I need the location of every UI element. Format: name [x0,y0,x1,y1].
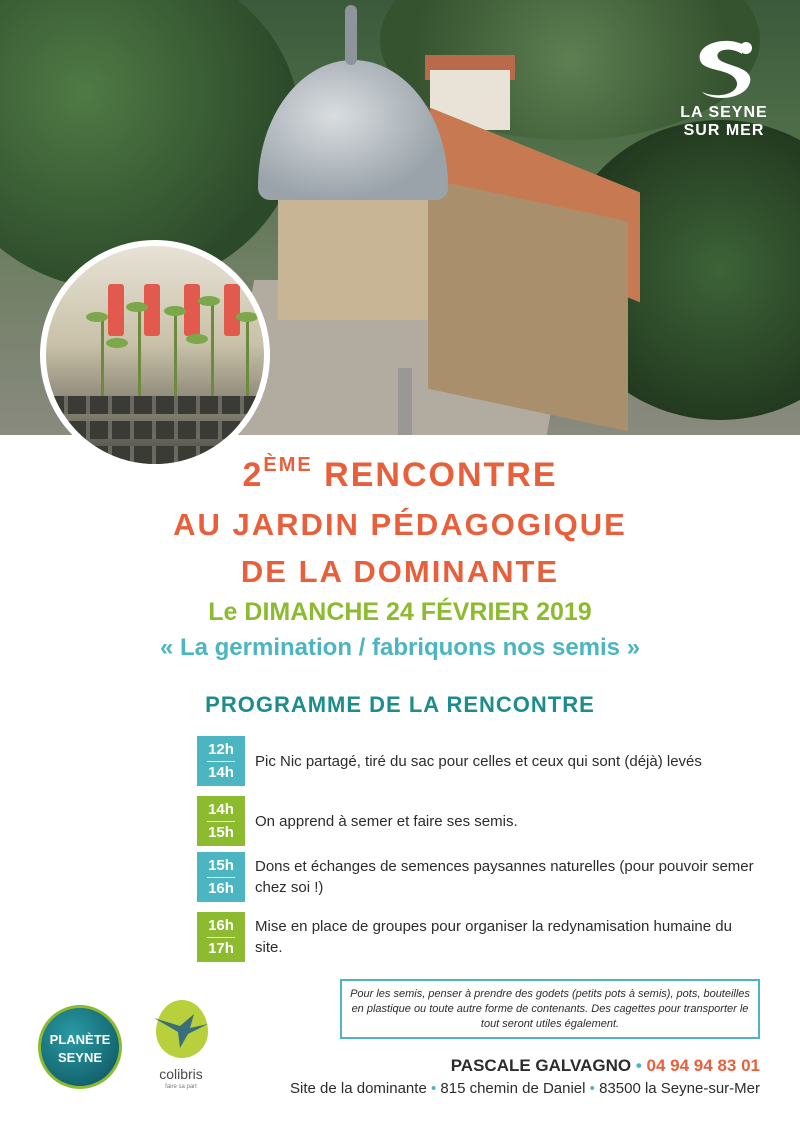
address-site: Site de la dominante [290,1080,427,1097]
address-street: 815 chemin de Daniel [440,1080,586,1097]
logo-text-line1: LA SEYNE [680,104,768,121]
s-dolphin-icon [684,38,764,104]
programme-slot [197,796,757,846]
time-divider [207,761,235,762]
time-block [197,736,245,786]
slot-description [255,912,755,962]
contact-separator: • [631,1056,647,1075]
time-end: 14h [208,764,234,781]
seedlings-photo [40,240,270,470]
time-start: 12h [208,741,234,758]
slot-description-text: On apprend à semer et faire ses semis. [255,812,518,830]
slot-description [255,736,755,786]
event-title-line2: AU JARDIN PÉDAGOGIQUE [173,507,627,542]
event-number: 2 [242,456,264,494]
slot-description-text: Mise en place de groupes pour organiser la redynamisation humaine du site. [255,918,732,956]
event-title-line1 [0,456,800,495]
hummingbird-icon [150,1008,214,1052]
programme-slot [197,736,757,786]
time-end: 17h [208,940,234,957]
colibris-logo [144,1000,218,1100]
contact-phone: 04 94 94 83 01 [646,1056,760,1075]
logo-text-line2: SUR MER [683,122,765,139]
info-note: Pour les semis, penser à prendre des godets (petits pots à semis), pots, bouteilles en plastique ou toute autre forme de contenants. Des cagettes pour transporter le tout seront utiles également. [340,979,760,1039]
event-ordinal: ÈME [263,454,313,476]
time-divider [207,937,235,938]
colibris-name: colibris [159,1066,203,1082]
time-end: 16h [208,880,234,897]
time-divider [207,821,235,822]
address-separator-1: • [426,1080,441,1097]
address-city: 83500 la Seyne-sur-Mer [599,1080,760,1097]
time-block [197,852,245,902]
time-start: 15h [208,857,234,874]
planete-seyne-logo [38,1005,122,1089]
event-date: Le DIMANCHE 24 FÉVRIER 2019 [208,598,592,626]
programme-heading: PROGRAMME DE LA RENCONTRE [205,692,595,717]
time-block [197,796,245,846]
planete-logo-line2: SEYNE [57,1050,103,1065]
slot-description [255,796,755,846]
slot-description [255,852,755,902]
event-theme: « La germination / fabriquons nos semis » [159,634,641,661]
time-block [197,912,245,962]
contact-name: PASCALE GALVAGNO [450,1056,632,1075]
event-title-word: RENCONTRE [312,456,558,494]
address-separator-2: • [585,1080,600,1097]
la-seyne-logo [676,38,772,140]
time-end: 15h [208,824,234,841]
time-divider [207,877,235,878]
time-start: 16h [208,917,234,934]
address-line [290,1080,760,1097]
colibris-tagline: faire sa part [165,1084,197,1090]
programme-slot [197,852,757,902]
slot-description-text: Pic Nic partagé, tiré du sac pour celles et ceux qui sont (déjà) levés [255,752,702,770]
programme-slot [197,912,757,962]
time-start: 14h [208,801,234,818]
event-title-line3: DE LA DOMINANTE [240,554,560,589]
slot-description-text: Dons et échanges de semences paysannes naturelles (pour pouvoir semer chez soi !) [255,858,754,896]
planete-logo-line1: PLANÈTE [49,1032,111,1047]
contact-line [451,1056,760,1076]
